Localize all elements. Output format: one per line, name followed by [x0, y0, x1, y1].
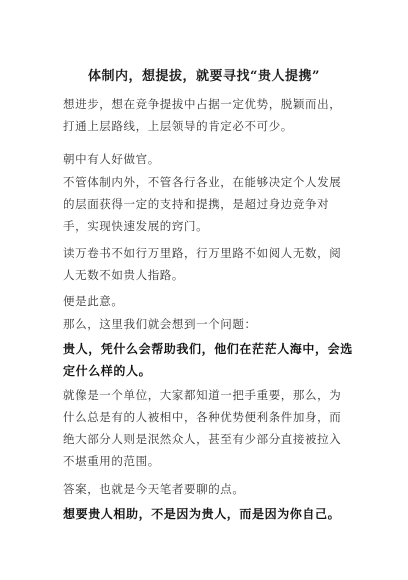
paragraph-5: 便是此意。 — [63, 294, 124, 308]
paragraph-1: 想进步，想在竞争提拔中占据一定优势，脱颖而出，打通上层路线，上层领导的肯定必不可少。 — [63, 97, 342, 133]
document-title: 体制内，想提拔，就要寻找“贵人提携” — [88, 69, 320, 84]
paragraph-8: 就像是一个单位，大家都知道一把手重要，那么，为什么总是有的人被相中，各种优势便利条件加身，而绝大部分人则是泯然众人，甚至有少部分直接被拉入不堪重用的范围。 — [63, 388, 342, 468]
paragraph-3: 不管体制内外，不管各行各业，在能够决定个人发展的层面获得一定的支持和提携，是超过身边竞争对手，实现快速发展的窍门。 — [63, 175, 342, 233]
paragraph-7-bold: 贵人，凭什么会帮助我们，他们在茫茫人海中，会选定什么样的人。 — [63, 342, 353, 378]
paragraph-10-bold: 想要贵人相助，不是因为贵人，而是因为你自己。 — [63, 507, 341, 521]
paragraph-6: 那么，这里我们就会想到一个问题： — [63, 317, 257, 331]
paragraph-9: 答案，也就是今天笔者要聊的点。 — [63, 482, 245, 496]
paragraph-2: 朝中有人好做官。 — [63, 152, 160, 166]
paragraph-4: 读万卷书不如行万里路，行万里路不如阅人无数，阅人无数不如贵人指路。 — [63, 246, 342, 282]
